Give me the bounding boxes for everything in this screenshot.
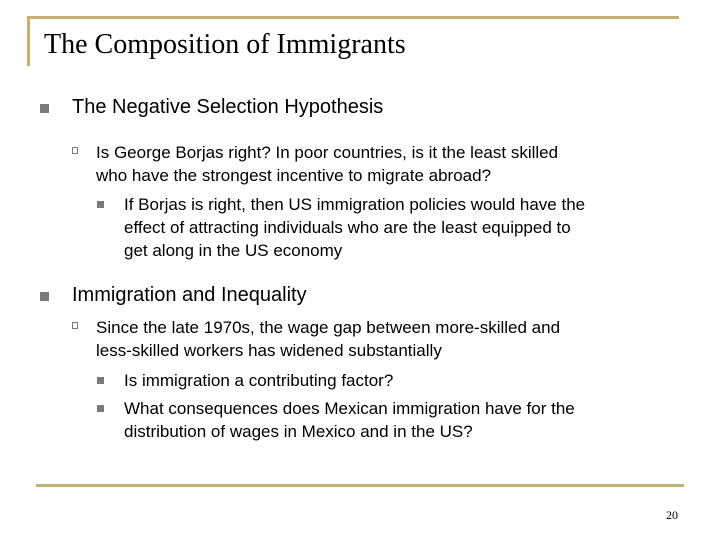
hollow-square-bullet-icon: [72, 147, 78, 154]
subpoint-line: who have the strongest incentive to migrate abroad?: [96, 166, 492, 185]
point-line: Is immigration a contributing factor?: [124, 371, 394, 390]
bottom-rule: [36, 484, 684, 487]
square-bullet-icon: [97, 201, 104, 208]
title-frame-top: [27, 16, 679, 19]
square-bullet-icon: [40, 292, 49, 301]
square-bullet-icon: [40, 104, 49, 113]
point-line: effect of attracting individuals who are the least equipped to: [124, 218, 571, 237]
section-heading: The Negative Selection Hypothesis: [72, 96, 384, 118]
title-frame-left: [27, 16, 30, 66]
point-line: distribution of wages in Mexico and in the US?: [124, 422, 473, 441]
slide-title: The Composition of Immigrants: [44, 29, 406, 60]
subpoint-line: Is George Borjas right? In poor countries, is it the least skilled: [96, 143, 559, 162]
point-line: What consequences does Mexican immigration have for the: [124, 399, 575, 418]
subpoint-line: Since the late 1970s, the wage gap between more-skilled and: [96, 318, 561, 337]
hollow-square-bullet-icon: [72, 322, 78, 329]
subpoint-line: less-skilled workers has widened substantially: [96, 341, 442, 360]
point-line: get along in the US economy: [124, 241, 343, 260]
page-number: 20: [666, 508, 678, 522]
square-bullet-icon: [97, 405, 104, 412]
point-line: If Borjas is right, then US immigration policies would have the: [124, 195, 586, 214]
square-bullet-icon: [97, 377, 104, 384]
section-heading: Immigration and Inequality: [72, 284, 307, 306]
